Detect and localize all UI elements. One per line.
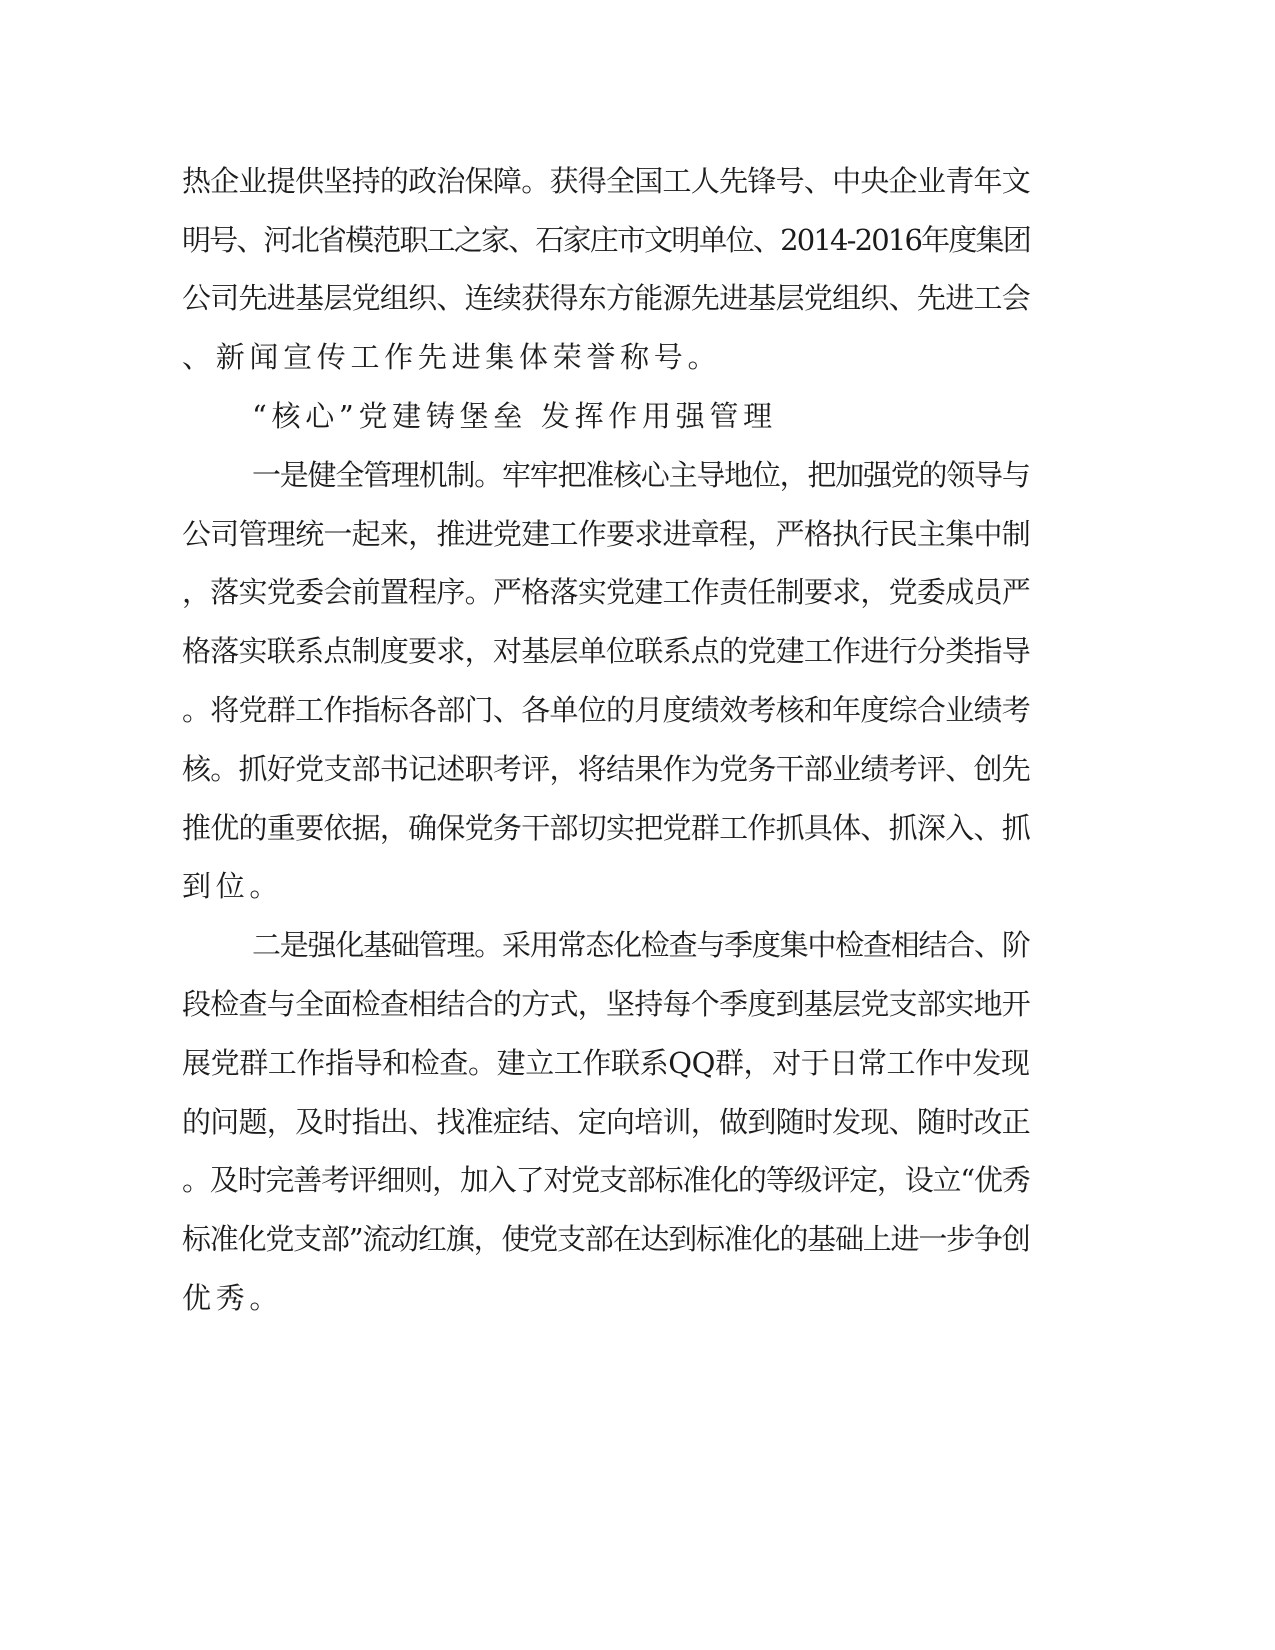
text-line: 、新闻宣传工作先进集体荣誉称号。: [182, 340, 722, 374]
text-line: 的问题，及时指出、找准症结、定向培训，做到随时发现、随时改正: [182, 1105, 1031, 1139]
text-line: 到位。: [182, 869, 284, 903]
text-line: 。及时完善考评细则，加入了对党支部标准化的等级评定，设立“优秀: [182, 1163, 1030, 1197]
text-line: 标准化党支部”流动红旗，使党支部在达到标准化的基础上进一步争创: [182, 1222, 1030, 1256]
paragraph-first-line: 二是强化基础管理。采用常态化检查与季度集中检查相结合、阶: [252, 928, 1030, 962]
text-line: 明号、河北省模范职工之家、石家庄市文明单位、2014-2016年度集团: [182, 223, 1030, 257]
text-line: 格落实联系点制度要求，对基层单位联系点的党建工作进行分类指导: [182, 634, 1031, 668]
text-line: 展党群工作指导和检查。建立工作联系QQ群，对于日常工作中发现: [182, 1046, 1030, 1080]
section-heading: “核心”党建铸堡垒 发挥作用强管理: [252, 399, 777, 433]
text-line: 公司先进基层党组织、连续获得东方能源先进基层党组织、先进工会: [182, 281, 1031, 315]
text-line: 段检查与全面检查相结合的方式，坚持每个季度到基层党支部实地开: [182, 987, 1031, 1021]
text-line: 热企业提供坚持的政治保障。获得全国工人先锋号、中央企业青年文: [182, 164, 1031, 198]
text-line: 推优的重要依据，确保党务干部切实把党群工作抓具体、抓深入、抓: [182, 811, 1031, 845]
text-line: 核。抓好党支部书记述职考评，将结果作为党务干部业绩考评、创先: [182, 752, 1031, 786]
text-line: 优秀。: [182, 1281, 284, 1315]
text-line: 。将党群工作指标各部门、各单位的月度绩效考核和年度综合业绩考: [182, 693, 1031, 727]
paragraph-first-line: 一是健全管理机制。牢牢把准核心主导地位，把加强党的领导与: [252, 458, 1030, 492]
text-line: ，落实党委会前置程序。严格落实党建工作责任制要求，党委成员严: [182, 575, 1031, 609]
text-line: 公司管理统一起来，推进党建工作要求进章程，严格执行民主集中制: [182, 517, 1031, 551]
